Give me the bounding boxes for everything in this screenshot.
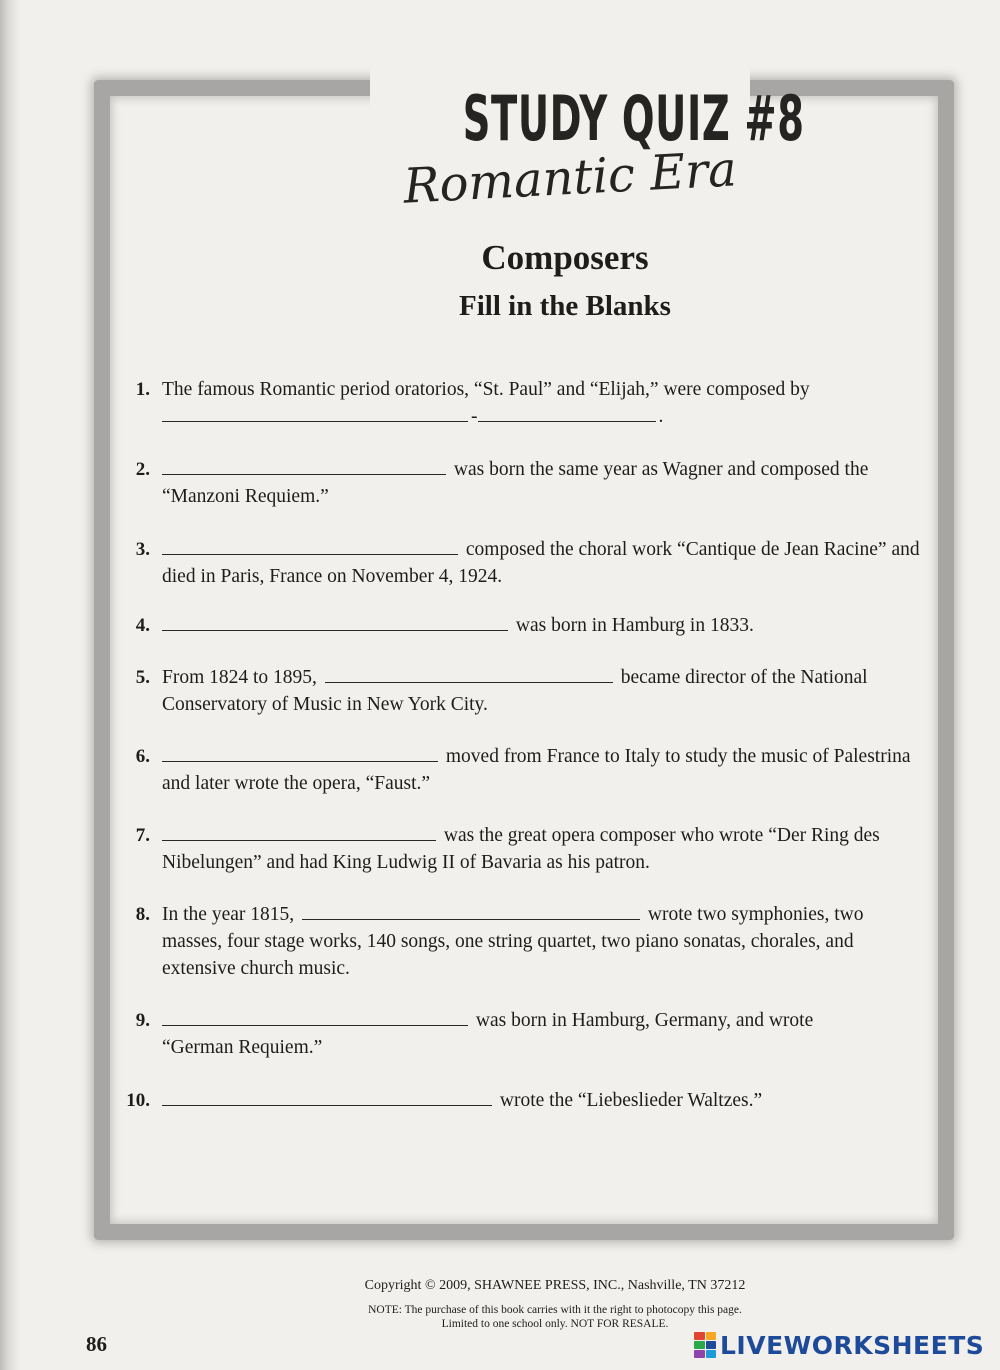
liveworksheets-watermark — [694, 1330, 984, 1360]
question-number: 9. — [135, 1010, 150, 1031]
section-title: Composers — [481, 238, 649, 277]
question-text: From 1824 to 1895, — [162, 667, 317, 688]
page-number: 86 — [86, 1332, 107, 1356]
question-text: became director of the National — [620, 667, 868, 688]
question-text: wrote two symphonies, two — [647, 904, 864, 925]
question-4 — [118, 612, 958, 639]
question-8 — [118, 901, 958, 982]
question-text: “German Requiem.” — [162, 1037, 323, 1058]
question-9 — [118, 1007, 958, 1061]
blank-separator: - — [471, 406, 478, 427]
question-text: Nibelungen” and had King Ludwig II of Bavaria as his patron. — [162, 852, 650, 873]
answer-blank[interactable] — [302, 903, 640, 920]
question-2 — [118, 456, 958, 510]
handwritten-subtitle: Romantic Era — [402, 141, 738, 215]
answer-blank[interactable] — [162, 745, 438, 762]
question-text: masses, four stage works, 140 songs, one string quartet, two piano sonatas, chorales, and — [162, 931, 854, 952]
answer-blank[interactable] — [162, 538, 458, 555]
question-number: 4. — [135, 615, 150, 636]
answer-blank[interactable] — [478, 405, 656, 422]
question-text: wrote the “Liebeslieder Waltzes.” — [499, 1090, 763, 1111]
question-6 — [118, 743, 958, 797]
question-text: The famous Romantic period oratorios, “St. Paul” and “Elijah,” were composed by — [162, 379, 810, 400]
section-subtitle: Fill in the Blanks — [459, 290, 671, 322]
question-text: “Manzoni Requiem.” — [162, 486, 329, 507]
question-1 — [118, 376, 958, 430]
answer-blank[interactable] — [162, 458, 446, 475]
question-text: Conservatory of Music in New York City. — [162, 694, 488, 715]
copyright-line: Copyright © 2009, SHAWNEE PRESS, INC., Nashville, TN 37212 — [364, 1278, 746, 1293]
question-text: moved from France to Italy to study the music of Palestrina — [445, 746, 911, 767]
question-text: and later wrote the opera, “Faust.” — [162, 773, 431, 794]
answer-blank[interactable] — [162, 824, 436, 841]
answer-blank[interactable] — [162, 614, 508, 631]
question-text-end: . — [658, 406, 664, 427]
answer-blank[interactable] — [325, 666, 613, 683]
answer-blank[interactable] — [162, 1089, 492, 1106]
question-3 — [118, 536, 958, 590]
question-text: died in Paris, France on November 4, 1924. — [162, 566, 503, 587]
page-edge — [0, 0, 20, 1370]
question-number: 2. — [135, 459, 150, 480]
watermark-text: LIVEWORKSHEETS — [720, 1330, 985, 1360]
question-text: In the year 1815, — [162, 904, 295, 925]
question-number: 8. — [135, 904, 150, 925]
question-text: composed the choral work “Cantique de Jean Racine” and — [465, 539, 920, 560]
question-text: was born in Hamburg, Germany, and wrote — [475, 1010, 814, 1031]
question-number: 6. — [135, 746, 150, 767]
question-10 — [118, 1087, 958, 1114]
question-number: 5. — [135, 667, 150, 688]
question-number: 3. — [135, 539, 150, 560]
note-line-2: Limited to one school only. NOT FOR RESALE. — [441, 1318, 669, 1330]
question-text: was born the same year as Wagner and composed the — [453, 459, 869, 480]
photocopy-note — [300, 1303, 810, 1331]
liveworksheets-logo-icon — [694, 1332, 716, 1358]
question-number: 1. — [135, 379, 150, 400]
question-number: 10. — [126, 1090, 150, 1111]
question-7 — [118, 822, 958, 876]
quiz-title: STUDY QUIZ #8 — [462, 82, 805, 155]
note-line-1: NOTE: The purchase of this book carries with it the right to photocopy this page. — [368, 1304, 742, 1316]
question-text: extensive church music. — [162, 958, 350, 979]
question-text: was born in Hamburg in 1833. — [515, 615, 754, 636]
question-text: was the great opera composer who wrote “Der Ring des — [443, 825, 880, 846]
question-5 — [118, 664, 958, 718]
answer-blank[interactable] — [162, 1009, 468, 1026]
answer-blank[interactable] — [162, 405, 468, 422]
question-number: 7. — [135, 825, 150, 846]
